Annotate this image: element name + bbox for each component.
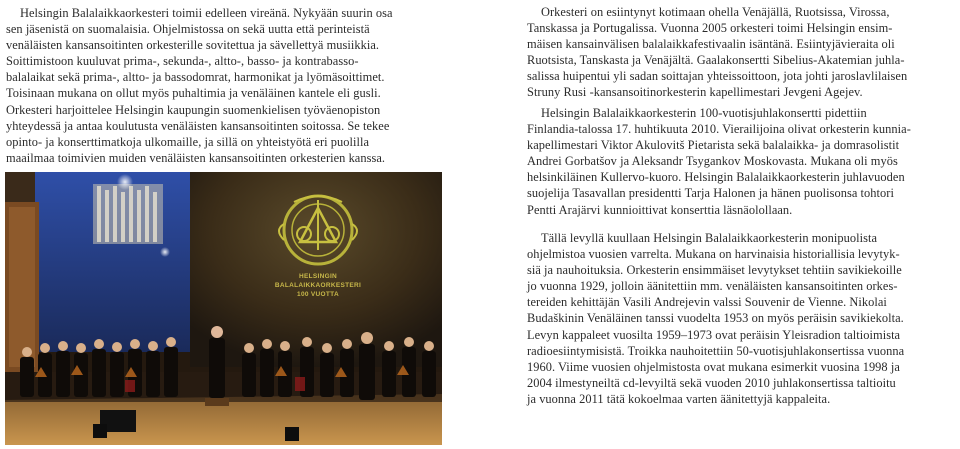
text-line: balalaikat sekä prima-, altto- ja bassodomrat, harmonikat ja lyömäsoittimet. — [6, 70, 385, 85]
text-line: Levyn kappaleet vuosilta 1959–1973 ovat peräisin Yleisradion taltioimista — [527, 327, 901, 342]
organ-pipes — [93, 184, 163, 244]
left-column-paragraph — [6, 5, 442, 166]
text-line: Andrei Gorbatšov ja Aleksandr Tsygankov Moskovasta. Mukana oli myös — [527, 154, 898, 169]
right-column-paragraph-3 — [527, 230, 957, 407]
text-line: mäisen kansainvälisen balalaikkafestivaalin isäntänä. Esiintyjävieraita oli — [527, 37, 895, 52]
text-line: Helsingin Balalaikkaorkesterin 100-vuotisjuhlakonsertti pidettiin — [541, 106, 867, 120]
projection-screen — [190, 172, 442, 367]
text-line: ohjelmistoa vuosien varrelta. Mukana on harvinaisia historiallisia levytyk- — [527, 247, 900, 262]
text-line: tereiden kehittäjän Vasili Andrejevin valssi Souvenir de Vienne. Nikolai — [527, 295, 887, 310]
concert-photo — [5, 172, 442, 445]
text-line: Ruotsista, Tanskasta ja Venäjältä. Gaalakonsertti Sibelius-Akatemian juhla- — [527, 53, 905, 68]
text-line: ja vuonna 2011 tätä kokoelmaa varten äänitettyjä kappaleita. — [527, 391, 831, 406]
text-line: salissa huipentui yli sadan soittajan yhteissoittoon, jota johti jaroslavlilaisen — [527, 69, 908, 84]
logo-line-2: BALALAIKKAORKESTERI — [274, 282, 362, 289]
logo-line-3: 100 VUOTTA — [297, 291, 339, 298]
text-line: helsinkiläinen Kullervo-kuoro. Helsingin Balalaikkaorkesterin juhlavuoden — [527, 170, 905, 185]
text-line: maailmaa toimivien muiden venäläisten kansansoitinten orkesterien kanssa. — [6, 150, 386, 165]
text-line: Orkesteri harjoittelee Helsingin kaupungin suomenkielisen työväenopiston — [6, 102, 381, 117]
text-line: Finlandia-talossa 17. huhtikuuta 2010. Vierailijoina olivat orkesterin kunnia- — [527, 122, 911, 137]
text-line: suojelija Tasavallan presidentti Tarja Halonen ja hänen puolisonsa tohtori — [527, 186, 894, 201]
text-line: yhteydessä ja antaa koulutusta venäläisten kansansoitinten soitossa. Se tekee — [6, 118, 390, 133]
text-line: kapellimestari Viktor Akulovitš Pietarista sekä balalaikka- ja domrasolistit — [527, 138, 900, 153]
text-line: Tällä levyllä kuullaan Helsingin Balalaikkaorkesterin monipuolista — [541, 231, 878, 245]
text-line: Struny Rusi -kansansoitinorkesterin kapellimestari Jevgeni Agejev. — [527, 85, 863, 100]
text-line: 1960. Viime vuosien ohjelmistosta ovat mukana esimerkit vuosina 1998 ja — [527, 359, 900, 374]
right-column-paragraph-2 — [527, 105, 957, 218]
text-line: sen jäsenistä on suomalaisia. Ohjelmistossa on sekä uutta että perinteistä — [6, 22, 370, 37]
text-line: Toisinaan mukana on ollut myös puhaltimia ja venäläinen kantele eli gusli. — [6, 86, 381, 101]
text-line: Orkesteri on esiintynyt kotimaan ohella Venäjällä, Ruotsissa, Virossa, — [541, 5, 890, 19]
logo-line-1: HELSINGIN — [298, 273, 338, 280]
text-line: radioesiintymisistä. Troikka nauhoitettiin 50-vuotisjuhlakonsertissa vuonna — [527, 343, 905, 358]
text-line: venäläisten kansansoitinten orkesterille sovitettua ja sävellettyä musiikkia. — [6, 38, 380, 53]
text-line: siä ja nauhoituksia. Orkesterin ensimmäiset levytykset tehtiin savikiekoille — [527, 263, 902, 278]
text-line: Budaškinin Venäläinen tanssi vuodelta 1953 on myös peräisin savikiekolta. — [527, 311, 904, 326]
right-column-paragraph-1 — [527, 4, 957, 101]
text-line: Pentti Arajärvi kunnioittivat konserttia läsnäolollaan. — [527, 202, 793, 217]
text-line: jo vuonna 1929, jolloin äänitettiin mm. venäläisten kansansoitinten orkes- — [527, 279, 898, 294]
text-line: Helsingin Balalaikkaorkesteri toimii edelleen vireänä. Nykyään suurin osa — [20, 6, 393, 20]
text-line: Tanskassa ja Portugalissa. Vuonna 2005 orkesteri toimi Helsingin ensim- — [527, 21, 893, 36]
text-line: opinto- ja konserttimatkoja ulkomaille, ja sillä on yhteistyötä eri puolilla — [6, 134, 370, 149]
text-line: 2004 ilmestyneiltä cd-levyiltä sekä vuoden 2010 juhlakonsertissa taltioitu — [527, 375, 896, 390]
text-line: Soittimistoon kuuluvat prima-, sekunda-, altto-, basso- ja kontrabasso- — [6, 54, 359, 69]
